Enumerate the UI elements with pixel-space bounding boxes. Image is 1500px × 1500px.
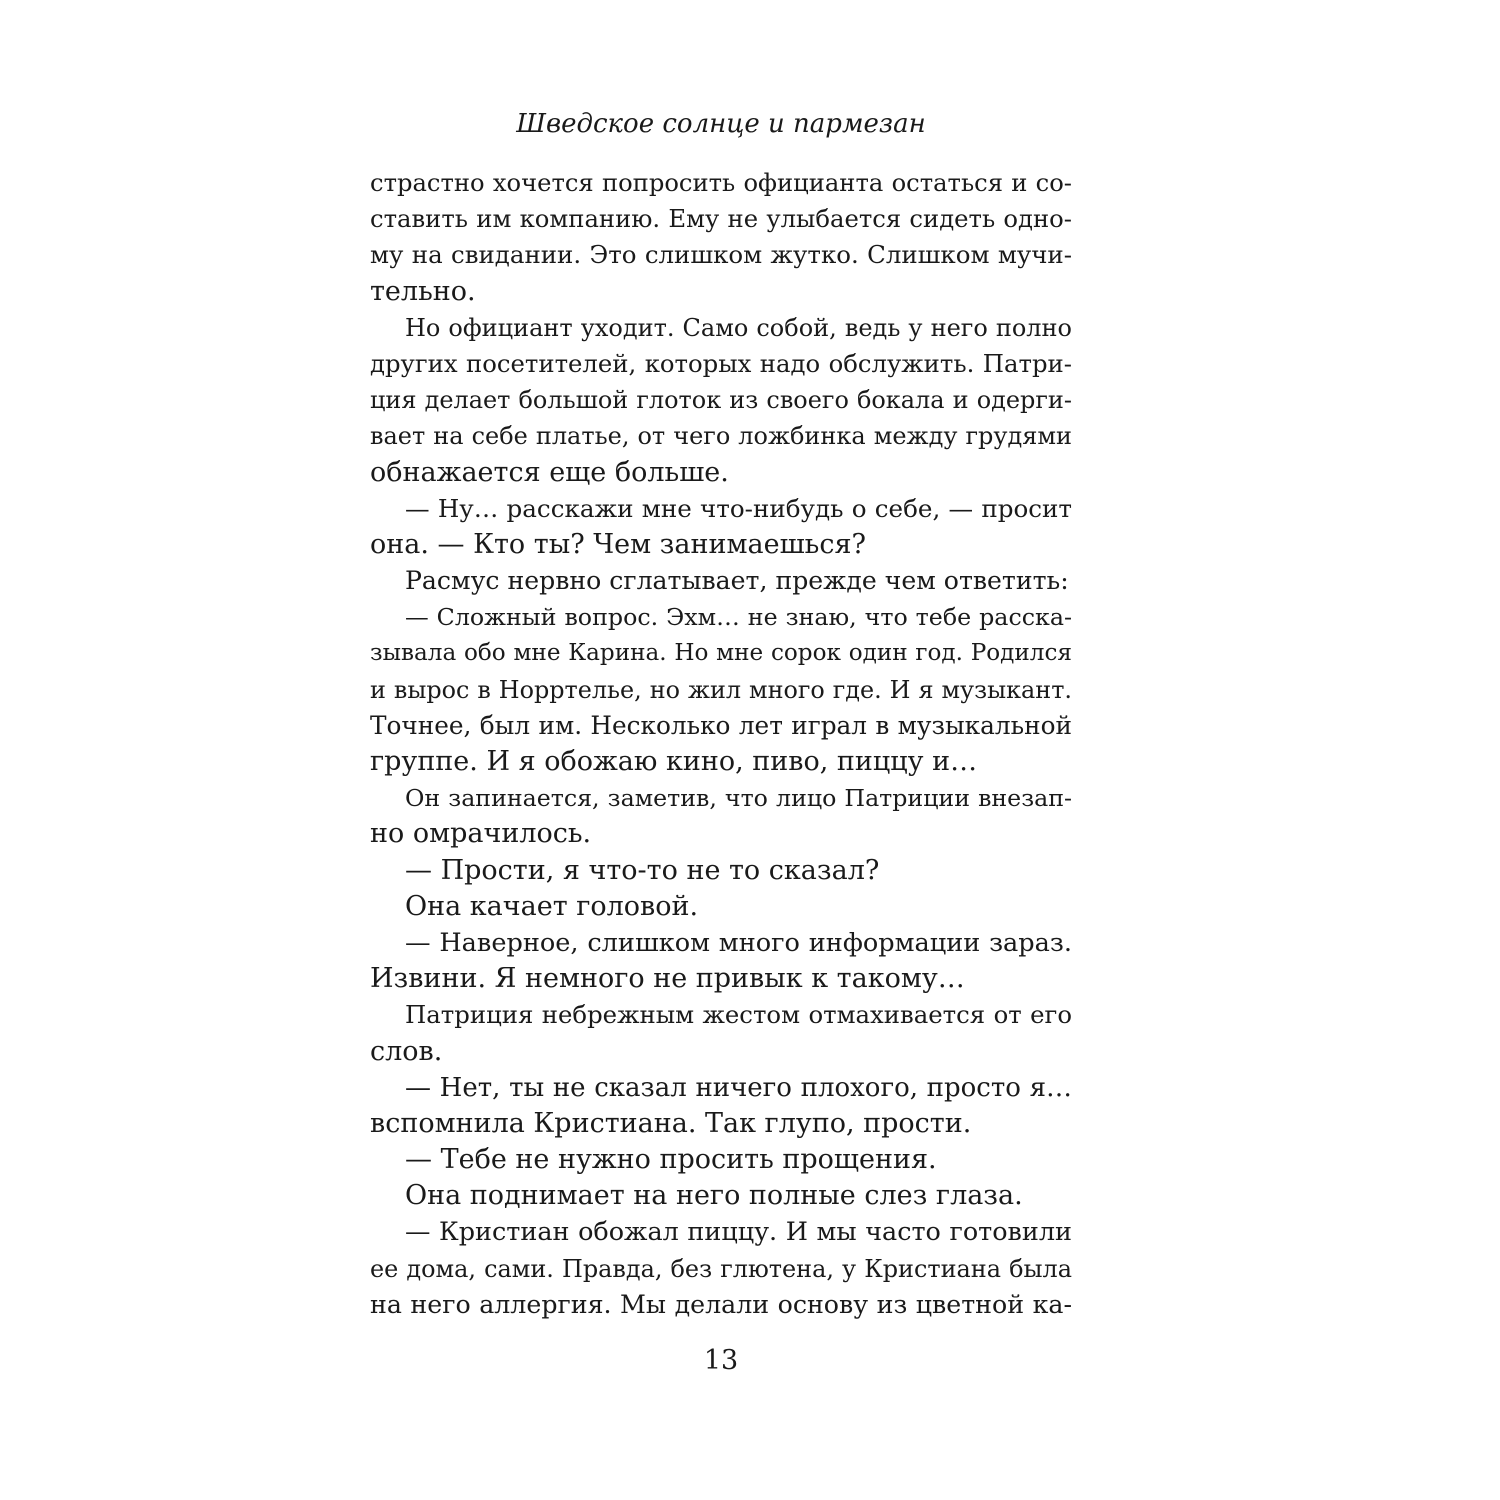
text-line: Она поднимает на него полные слез глаза. xyxy=(405,1180,1023,1212)
text-line: других посетителей, которых надо обслужить. Патри- xyxy=(370,348,1072,378)
text-line: — Нет, ты не сказал ничего плохого, просто я… xyxy=(405,1072,1072,1103)
text-line: ция делает большой глоток из своего бокала и одерги- xyxy=(370,386,1072,415)
text-line: — Прости, я что-то не то сказал? xyxy=(405,854,880,886)
text-line: Но официант уходит. Само собой, ведь у него полно xyxy=(405,313,1072,342)
body-text xyxy=(370,165,1072,1323)
text-line: му на свидании. Это слишком жутко. Слишком мучи- xyxy=(370,240,1072,270)
text-line: Расмус нервно сглатывает, прежде чем ответить: xyxy=(405,566,1069,596)
text-line: зывала обо мне Карина. Но мне сорок один год. Родился xyxy=(370,640,1072,667)
text-line: — Сложный вопрос. Эхм… не знаю, что тебе расска- xyxy=(405,603,1072,632)
text-line: — Ну… расскажи мне что-нибудь о себе, — просит xyxy=(405,493,1072,523)
text-line: — Тебе не нужно просить прощения. xyxy=(405,1144,937,1176)
text-line: на него аллергия. Мы делали основу из цветной ка- xyxy=(370,1289,1072,1319)
text-line: Патриция небрежным жестом отмахивается от его xyxy=(405,1000,1072,1030)
text-line: вает на себе платье, от чего ложбинка между грудями xyxy=(370,422,1072,451)
text-line: слов. xyxy=(370,1035,443,1067)
text-line: группе. И я обожаю кино, пиво, пиццу и… xyxy=(370,746,978,777)
text-line: тельно. xyxy=(370,275,476,307)
running-head: Шведское солнце и пармезан xyxy=(516,109,926,139)
text-line: и вырос в Норртелье, но жил много где. И я музыкант. xyxy=(370,675,1072,704)
text-line: но омрачилось. xyxy=(370,818,592,850)
page-number: 13 xyxy=(703,1345,739,1376)
text-line: Извини. Я немного не привык к такому… xyxy=(370,963,965,995)
text-line: ставить им компанию. Ему не улыбается сидеть одно- xyxy=(370,204,1072,234)
text-line: — Кристиан обожал пиццу. И мы часто готовили xyxy=(405,1217,1072,1248)
text-line: Точнее, был им. Несколько лет играл в музыкальной xyxy=(370,710,1072,740)
text-line: Он запинается, заметив, что лицо Патриции внезап- xyxy=(405,784,1072,813)
text-line: обнажается еще больше. xyxy=(370,456,729,488)
text-line: ее дома, сами. Правда, без глютена, у Кристиана была xyxy=(370,1254,1072,1283)
text-line: — Наверное, слишком много информации зараз. xyxy=(405,927,1072,958)
text-line: вспомнила Кристиана. Так глупо, прости. xyxy=(370,1107,972,1139)
text-line: она. — Кто ты? Чем занимаешься? xyxy=(370,528,867,560)
text-line: Она качает головой. xyxy=(405,890,699,922)
text-line: страстно хочется попросить официанта остаться и со- xyxy=(370,169,1072,197)
